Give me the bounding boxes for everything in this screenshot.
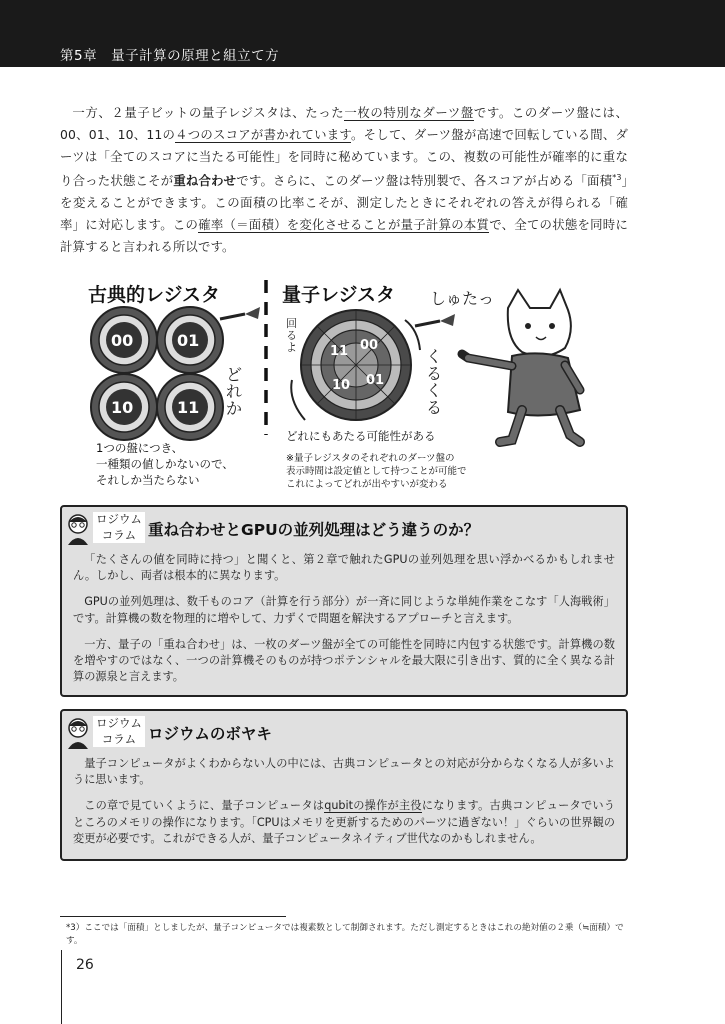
avatar-icon <box>66 717 90 749</box>
chapter-header-bar <box>0 0 725 67</box>
column-body <box>73 552 615 695</box>
handwritten-which: どれか <box>226 365 243 418</box>
dart-icon <box>220 307 260 319</box>
tag-line: ロジウム <box>96 716 142 730</box>
classical-board-label: 00 <box>111 331 134 350</box>
quantum-board-label: 00 <box>360 338 379 353</box>
cat-character-icon <box>462 290 580 442</box>
quantum-register-title: 量子レジスタ <box>282 284 395 306</box>
column-tag <box>66 715 142 751</box>
page-number: 26 <box>76 957 94 973</box>
footnote: *3）ここでは「面積」としましたが、量子コンピュータでは複素数として制御されます。ただし測定するときはこれの絶対値の２乗（≒面積）です。 <box>66 923 624 946</box>
tag-line: コラム <box>101 731 137 746</box>
bold-term: 重ね合わせ <box>173 173 237 189</box>
handwritten-spin: くるくる <box>426 347 443 417</box>
spin-arc <box>291 380 305 420</box>
text-span: 一方、２量子ビットの量子レジスタは、たった <box>72 105 345 120</box>
column-paragraph <box>73 798 615 847</box>
quantum-board-label: 01 <box>366 373 385 388</box>
text-span: です。このダーツ盤には、00、01、10、11の <box>60 105 628 142</box>
caption-line: それしか当たらない <box>96 473 200 487</box>
quantum-dartboard <box>301 310 411 420</box>
column-tag <box>66 511 142 547</box>
handwritten-throw: しゅたっ <box>430 289 495 308</box>
column-paragraph: 量子コンピュータがよくわからない人の中には、古典コンピュータとの対応が分からなくなる人が多いように思います。 <box>73 757 615 787</box>
underlined-phrase: 一枚の特別なダーツ盤 <box>344 105 474 120</box>
quantum-caption: どれにもあたる可能性がある <box>286 429 436 443</box>
note-line: ※量子レジスタのそれぞれのダーツ盤の <box>286 453 455 464</box>
column-body <box>73 756 615 857</box>
column-tag-label <box>93 512 145 543</box>
text-span: この章で見ていくように、量子コンピュータは <box>84 799 325 813</box>
text-span: 。そして、ダーツ盤が高速で回転している間、ダーツは「全てのスコアに当たる可能性」を同時に秘めています。この、複数の可能性が確率的に重なり合った状態こそが <box>60 126 629 189</box>
classical-register-title: 古典的レジスタ <box>88 284 220 306</box>
tag-line: コラム <box>101 527 137 542</box>
column-paragraph: 一方、量子の「重ね合わせ」は、一枚のダーツ盤が全ての可能性を同時に内包する状態です。計算機の数を増やすのではなく、一つの計算機そのものが持つポテンシャルを最大限に引き出す、質的に全く異なる計算の源泉と言えます。 <box>73 637 615 684</box>
text-span: です。さらに、このダーツ盤は特別製で、各スコアが占める「面積 <box>236 173 613 189</box>
column-title: ロジウムのボヤキ <box>148 725 272 743</box>
text-span: で、全ての状態を同時に計算すると言われる所以です。 <box>60 217 628 254</box>
tag-line: ロジウム <box>96 512 142 526</box>
underlined-phrase: ４つのスコアが書かれています <box>175 126 351 142</box>
page-margin-rule <box>61 950 62 1024</box>
dart-icon <box>415 314 455 326</box>
footnote-ref[interactable]: *3 <box>612 173 622 183</box>
caption-line: 一種類の値しかないので、 <box>96 457 234 471</box>
quantum-board-label: 11 <box>330 344 349 359</box>
main-paragraph <box>60 102 628 258</box>
column-box-gpu <box>60 505 628 697</box>
chapter-title: 第5章 量子計算の原理と組立て方 <box>60 48 280 64</box>
classical-board-label: 11 <box>177 398 200 417</box>
column-paragraph: 「たくさんの値を同時に持つ」と聞くと、第２章で触れたGPUの並列処理を思い浮かべるかもしれません。しかし、両者は根本的に異なります。 <box>73 553 615 583</box>
dartboard-figure <box>60 270 660 495</box>
handwritten-rotate: 回るよ <box>286 317 297 354</box>
column-box-grumble <box>60 709 628 861</box>
note-line: 表示時間は設定値として持つことが可能で <box>286 466 467 477</box>
underlined-phrase: qubitの操作が主役 <box>324 799 422 813</box>
footnote-divider <box>60 916 286 917</box>
avatar-icon <box>66 513 90 545</box>
caption-line: 1つの盤につき、 <box>96 441 184 455</box>
quantum-board-label: 10 <box>332 378 351 393</box>
quantum-note <box>286 452 467 491</box>
underlined-phrase: 確率（＝面積）を変化させることが量子計算の本質 <box>198 217 490 233</box>
classical-caption <box>96 440 234 488</box>
note-line: これによってどれが出やすいが変わる <box>286 479 448 490</box>
classical-board-label: 10 <box>111 398 134 417</box>
column-tag-label <box>93 716 145 747</box>
text-span: 」を変えることができます。この面積の比率こそが、測定したときにそれぞれの答えが得られる「確率」に対応します。この <box>60 173 628 233</box>
text-span: になります。古典コンピュータでいうところのメモリの操作になります。「CPUはメモリを更新するためのパーツに過ぎない！」ぐらいの世界観の変更が必要です。これができる人が、量子コンピュータネイティブ世代なのかもしれません。 <box>73 799 615 845</box>
classical-board-label: 01 <box>177 331 200 350</box>
column-title: 重ね合わせとGPUの並列処理はどう違うのか？ <box>148 521 480 539</box>
column-paragraph: GPUの並列処理は、数千ものコア（計算を行う部分）が一斉に同じような単純作業をこなす「人海戦術」です。計算機の数を物理的に増やして、力ずくで問題を解決するアプローチと言えます。 <box>73 595 615 625</box>
